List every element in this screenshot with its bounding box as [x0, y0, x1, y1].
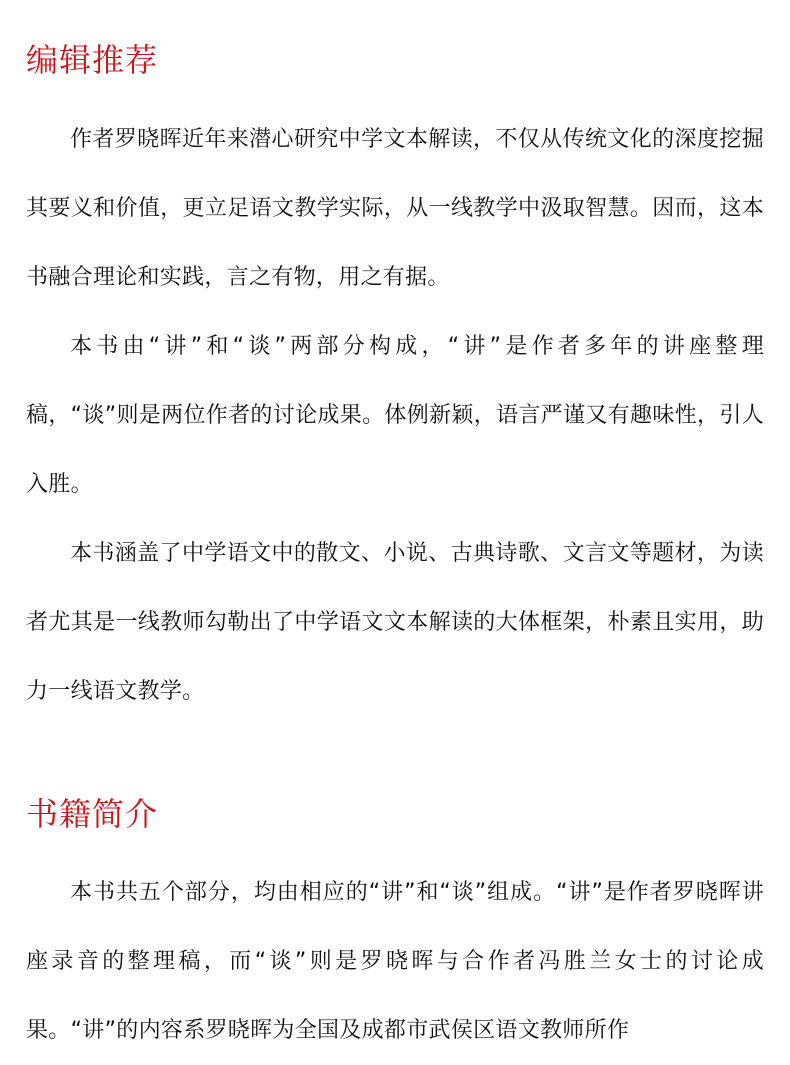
paragraph: 作者罗晓晖近年来潜心研究中学文本解读，不仅从传统文化的深度挖掘其要义和价值，更立足语文教学实际，从一线教学中汲取智慧。因而，这本书融合理论和实践，言之有物，用之有据。: [26, 127, 764, 290]
editor-recommendation-body: [26, 105, 764, 726]
paragraph: 本书涵盖了中学语文中的散文、小说、古典诗歌、文言文等题材，为读者尤其是一线教师勾勒出了中学语文文本解读的大体框架，朴素且实用，助力一线语文教学。: [26, 541, 764, 704]
paragraph: 本书由“讲”和“谈”两部分构成，“讲”是作者多年的讲座整理稿，“谈”则是两位作者的讨论成果。体例新颖，语言严谨又有趣味性，引人入胜。: [26, 334, 764, 497]
paragraph: 本书共五个部分，均由相应的“讲”和“谈”组成。“讲”是作者罗晓晖讲座录音的整理稿，而“谈”则是罗晓晖与合作者冯胜兰女士的讨论成果。“讲”的内容系罗晓晖为全国及成都市武侯区语文教师所作: [26, 880, 764, 1043]
section-title-book-intro: 书籍简介: [26, 795, 159, 833]
section-title-editor-recommendation: 编辑推荐: [26, 41, 159, 79]
book-intro-body: [26, 858, 764, 1065]
